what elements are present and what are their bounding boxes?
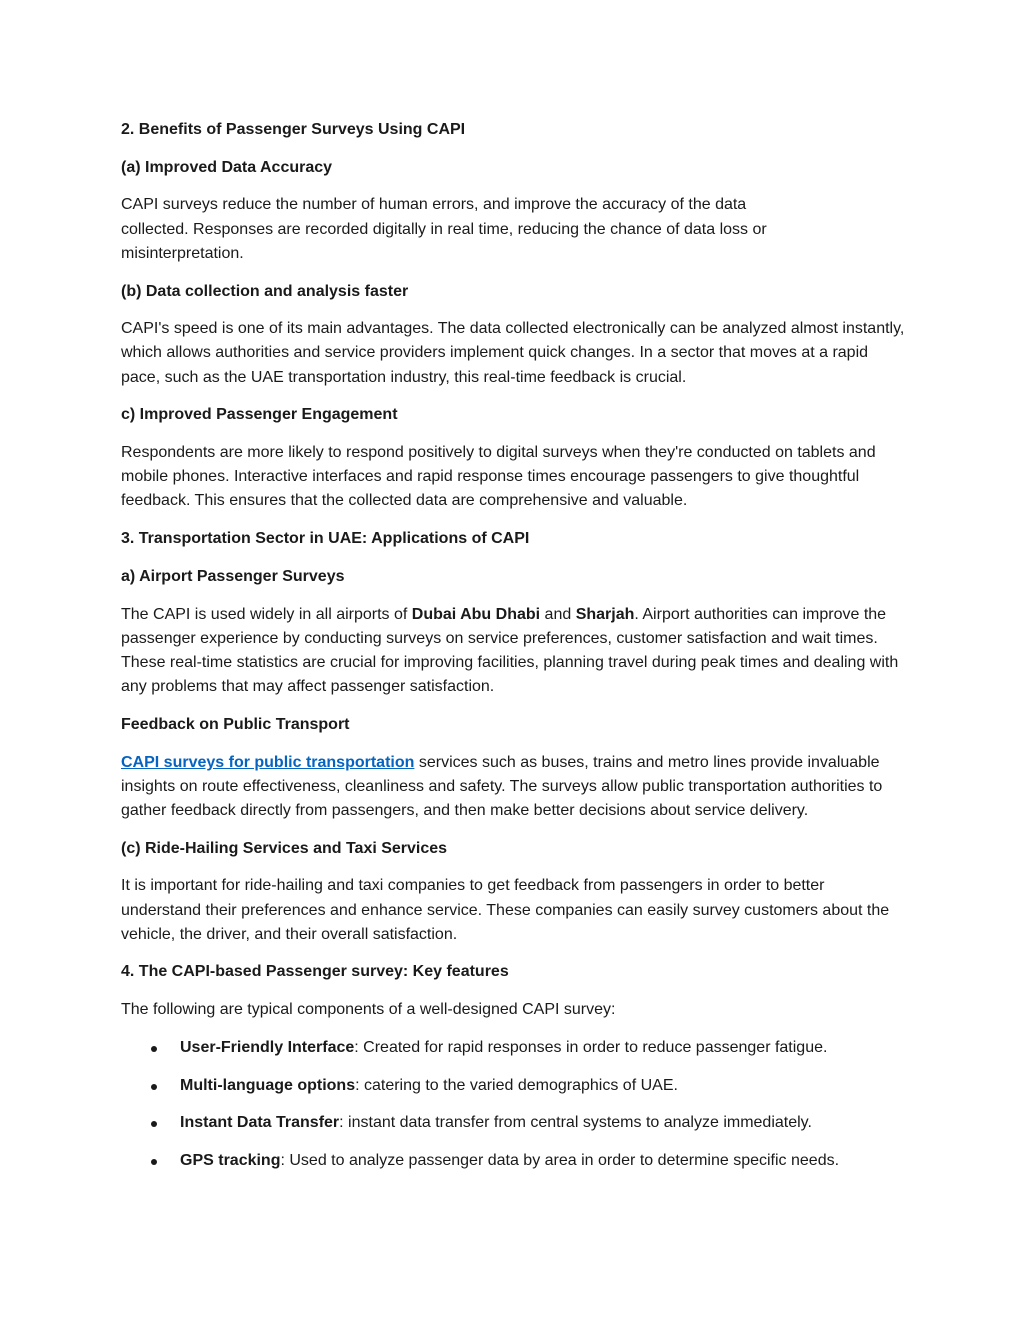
ride-hailing-paragraph: It is important for ride-hailing and taxi companies to get feedback from passengers in order to better understand their preferences and enhance service. These companies can easily survey customers about the vehicle, the driver, and their overall satisfaction. (121, 877, 890, 943)
feature-desc: : Created for rapid responses in order to reduce passenger fatigue. (354, 1038, 828, 1056)
subsection-a-paragraph: CAPI surveys reduce the number of human errors, and improve the accuracy of the data collected. Responses are recorded digitally in real time, reducing the chance of data loss or misinterpretation. (121, 196, 767, 262)
bullet-icon (151, 1121, 157, 1127)
bullet-icon (151, 1159, 157, 1165)
public-transport-text: services such as buses, trains and metro lines provide invaluable insights on route effectiveness, cleanliness and safety. The surveys allow public transportation authorities to gather feedback directly from passengers, and then make better decisions about service delivery. (121, 753, 883, 819)
list-item (121, 1036, 907, 1060)
document-page (121, 118, 907, 1187)
feature-term: GPS tracking (180, 1152, 281, 1169)
feature-term: Multi-language options (180, 1076, 356, 1094)
feature-term: Instant Data Transfer (180, 1114, 340, 1132)
section-2-heading: 2. Benefits of Passenger Surveys Using CAPI (121, 121, 466, 138)
bullet-icon (151, 1084, 157, 1090)
airport-bold-cities: Dubai Abu Dhabi (411, 605, 541, 623)
section-4-heading: 4. The CAPI-based Passenger survey: Key features (121, 963, 509, 981)
list-item (121, 1074, 907, 1098)
airport-text-3: . Airport authorities can improve the passenger experience by conducting surveys on service preferences, customer satisfaction and wait times. These real-time statistics are crucial for improving facilities, planning travel during peak times and dealing with any problems that may affect passenger satisfaction. (121, 605, 899, 696)
feature-term: User-Friendly Interface (180, 1038, 355, 1056)
public-transport-paragraph (121, 751, 907, 824)
subsection-b-paragraph: CAPI's speed is one of its main advantages. The data collected electronically can be analyzed almost instantly, which allows authorities and service providers implement quick changes. In a sector that moves at a rapid pace, such as the UAE transportation industry, this real-time feedback is crucial. (121, 320, 905, 386)
public-transport-link[interactable]: CAPI surveys for public transportation (121, 753, 415, 771)
public-transport-heading: Feedback on Public Transport (121, 715, 350, 733)
feature-desc: : catering to the varied demographics of UAE. (355, 1076, 678, 1094)
airport-surveys-heading: a) Airport Passenger Surveys (121, 567, 345, 585)
section-3-heading: 3. Transportation Sector in UAE: Applications of CAPI (121, 530, 530, 548)
section-4-intro: The following are typical components of a well-designed CAPI survey: (121, 1001, 616, 1019)
feature-desc: : instant data transfer from central systems to analyze immediately. (339, 1114, 812, 1132)
ride-hailing-heading: (c) Ride-Hailing Services and Taxi Services (121, 839, 448, 857)
feature-desc: : Used to analyze passenger data by area in order to determine specific needs. (280, 1152, 840, 1169)
list-item (121, 1149, 907, 1173)
bullet-icon (151, 1046, 157, 1052)
subsection-b-heading: (b) Data collection and analysis faster (121, 282, 409, 300)
list-item (121, 1111, 907, 1135)
features-list (121, 1036, 907, 1173)
airport-surveys-paragraph (121, 603, 907, 700)
airport-text-2: and (540, 605, 576, 623)
subsection-c-paragraph: Respondents are more likely to respond positively to digital surveys when they're conducted on tablets and mobile phones. Interactive interfaces and rapid response times encourage passengers to give thoughtful feedback. This ensures that the collected data are comprehensive and valuable. (121, 444, 876, 510)
subsection-a-heading: (a) Improved Data Accuracy (121, 158, 333, 176)
airport-text-1: The CAPI is used widely in all airports of (121, 605, 412, 623)
subsection-c-heading: c) Improved Passenger Engagement (121, 406, 398, 424)
airport-bold-sharjah: Sharjah (575, 605, 635, 623)
